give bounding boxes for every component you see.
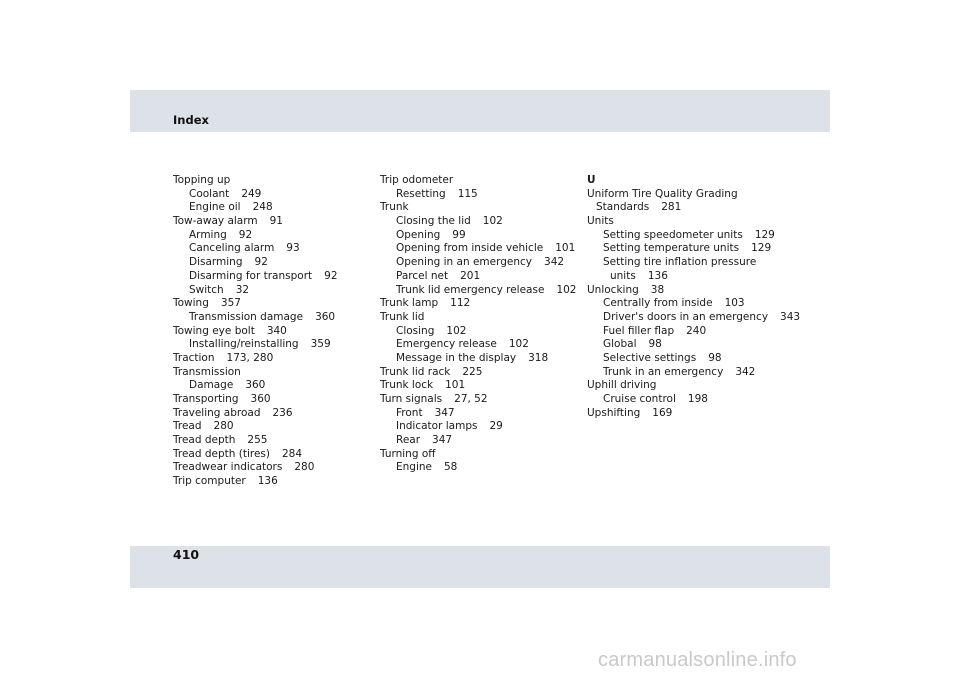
index-entry-term: Global [603,338,637,351]
index-entry [380,366,576,380]
index-entry-term: units [610,269,636,282]
index-entry [587,201,800,215]
index-entry [380,201,576,215]
index-entry [587,393,800,407]
index-entry-term: Traveling abroad [173,406,261,419]
index-entry-page: 225 [462,365,483,378]
index-entry-term: Trip odometer [380,174,454,186]
index-entry-page: 240 [686,324,707,337]
index-entry-page: 280 [213,420,234,433]
index-entry-term: Uphill driving [587,379,657,392]
index-entry-page: 280 [294,461,315,474]
index-entry-page: 342 [735,365,756,378]
index-entry-page: 29 [489,420,503,433]
index-entry-page: 32 [235,283,250,296]
index-entry-term: Disarming for transport [189,269,313,282]
index-entry [380,448,576,462]
index-letter-heading [587,174,800,188]
index-entry-page: 236 [272,406,293,419]
index-entry [587,215,800,229]
index-entry [587,242,800,256]
index-entry-page: 92 [238,228,253,241]
index-entry [380,434,576,448]
index-entry-term: Topping up [173,174,231,186]
index-entry-page: 129 [754,228,775,241]
index-entry-term: Tread depth (tires) [173,447,270,460]
index-entry [173,461,338,475]
index-entry-term: Indicator lamps [396,420,478,433]
index-entry-term: Trunk [380,201,409,214]
index-entry-page: 92 [254,256,268,269]
index-entry-page: 129 [751,242,772,255]
index-entry [587,229,800,243]
index-entry-term: Switch [189,283,224,296]
index-entry-page: 249 [241,187,262,200]
index-entry-page: 115 [457,187,478,200]
index-entry-page: 318 [528,351,549,364]
index-entry-page: 103 [724,297,745,310]
index-entry-term: Arming [189,228,227,241]
index-entry [380,407,576,421]
index-column-1 [173,174,338,489]
index-entry-term: Transporting [173,393,239,405]
index-entry-term: Treadwear indicators [173,461,283,474]
index-column-3 [587,174,800,420]
index-entry [173,201,338,215]
index-entry [380,420,576,434]
index-entry-page: 91 [269,215,283,228]
index-entry-term: Closing the lid [396,215,471,228]
index-entry-term: Coolant [189,187,230,200]
index-entry [173,188,338,202]
index-entry-term: Towing [173,297,209,310]
index-entry-page: 58 [444,461,458,474]
index-entry [587,366,800,380]
index-entry-term: Parcel net [396,269,449,282]
index-entry-term: Transmission [173,365,241,378]
index-entry [173,215,338,229]
index-entry [380,174,576,188]
index-entry [380,242,576,256]
index-entry-term: Opening from inside vehicle [396,242,544,255]
index-entry-page: 201 [460,269,481,282]
watermark: carmanualsonline.info [598,649,797,671]
page-number: 410 [173,547,200,562]
index-entry-page: 102 [556,283,577,296]
index-entry [587,338,800,352]
index-entry-page: 255 [247,434,268,447]
index-entry [380,229,576,243]
index-entry [380,297,576,311]
index-entry [380,461,576,475]
index-entry-page: 101 [445,379,466,392]
header-band [130,90,830,132]
index-entry-term: Front [396,406,423,419]
index-entry-term: Trunk lamp [380,297,439,310]
index-entry-page: 112 [450,297,471,310]
index-entry-page: 281 [661,201,682,214]
index-entry-page: 360 [250,393,271,405]
index-entry-term: Engine oil [189,201,241,214]
index-entry-term: Standards [596,201,650,214]
index-entry-term: Trunk in an emergency [603,365,724,378]
index-entry-term: Upshifting [587,406,641,419]
index-entry-term: Opening [396,228,441,241]
index-entry-page: 284 [282,447,303,460]
index-entry-term: Engine [396,461,432,474]
index-entry-term: Trunk lid rack [380,365,451,378]
index-entry [587,188,800,202]
index-entry [380,393,576,407]
index-entry-page: 347 [434,406,455,419]
index-entry [173,393,338,407]
index-entry [587,407,800,421]
index-entry-page: 102 [446,324,467,337]
index-entry-page: 173, 280 [226,351,274,364]
index-entry-term: Tow-away alarm [173,215,258,228]
index-entry-term: Trunk lid [380,310,425,323]
index-entry-term: Opening in an emergency [396,256,533,269]
index-entry-term: Unlocking [587,283,639,296]
index-entry [173,256,338,270]
index-entry-term: Fuel filler flap [603,324,675,337]
index-entry-term: Setting tire inflation pressure [603,256,757,269]
index-entry [587,311,800,325]
index-entry-term: Driver's doors in an emergency [603,310,769,323]
index-entry-term: Setting speedometer units [603,228,743,241]
index-entry-page: 98 [648,338,662,351]
index-entry [587,297,800,311]
index-entry [173,420,338,434]
index-entry-term: Uniform Tire Quality Grading [587,187,738,200]
index-entry-page: 169 [652,406,673,419]
index-entry [380,215,576,229]
index-entry-page: 342 [544,256,565,269]
index-entry-page: 347 [432,434,453,447]
footer-band [130,546,830,588]
index-entry [380,188,576,202]
index-entry-page: 102 [482,215,503,228]
index-entry [173,229,338,243]
index-entry-term: Damage [189,379,234,392]
index-entry-page: 136 [257,475,278,488]
index-entry-term: Closing [396,324,435,337]
index-entry-term: Trunk lock [380,379,434,392]
index-entry [173,242,338,256]
index-entry [380,338,576,352]
index-entry [173,297,338,311]
index-entry-page: 359 [310,338,331,351]
index-entry [587,256,800,270]
index-entry-page: 92 [324,269,338,282]
index-entry [173,311,338,325]
index-entry-term: Setting temperature units [603,242,740,255]
index-entry [173,352,338,366]
index-entry-page: 343 [780,310,801,323]
index-entry [173,475,338,489]
index-entry-page: 360 [245,379,266,392]
index-column-2 [380,174,576,475]
index-entry [587,379,800,393]
index-entry-term: Disarming [189,256,243,269]
index-entry-term: Units [587,215,614,228]
index-entry [173,379,338,393]
index-entry [173,284,338,298]
index-entry-term: Centrally from inside [603,297,713,310]
index-entry-term: Installing/reinstalling [189,338,299,351]
index-entry-page: 98 [708,351,722,364]
index-entry-term: Turning off [380,447,436,460]
index-entry [587,270,800,284]
index-entry-page: 136 [647,269,668,282]
index-entry-page: 38 [650,283,665,296]
index-entry-term: Cruise control [603,393,676,405]
index-entry [173,325,338,339]
index-entry-term: Trunk lid emergency release [396,283,545,296]
index-entry-page: 248 [252,201,273,214]
index-entry [587,325,800,339]
index-entry-page: 357 [220,297,241,310]
index-entry-term: Transmission damage [189,310,304,323]
index-entry-term: Trip computer [173,475,246,488]
index-entry [173,434,338,448]
index-entry-term: Traction [173,351,215,364]
index-entry [380,256,576,270]
index-entry [173,338,338,352]
index-entry-term: Resetting [396,187,446,200]
index-entry [380,352,576,366]
index-entry-term: Turn signals [380,393,443,405]
index-entry [173,270,338,284]
index-entry-term: Towing eye bolt [173,324,255,337]
index-entry-page: 102 [508,338,529,351]
index-entry-term: Message in the display [396,351,517,364]
index-entry-page: 198 [687,393,708,405]
index-entry-term: Tread depth [173,434,236,447]
index-entry [380,325,576,339]
index-entry-page: 101 [555,242,576,255]
index-entry-page: 27, 52 [454,393,488,405]
index-entry [587,352,800,366]
index-entry [380,270,576,284]
index-entry [380,379,576,393]
index-entry-term: U [587,174,596,186]
index-entry-page: 360 [315,310,336,323]
index-entry-page: 93 [286,242,300,255]
page-title: Index [173,113,209,127]
index-entry [380,311,576,325]
index-entry [587,284,800,298]
index-entry [173,174,338,188]
index-entry-term: Tread [173,420,202,433]
index-entry [173,407,338,421]
index-entry-term: Emergency release [396,338,497,351]
index-entry-term: Selective settings [603,351,697,364]
index-entry [380,284,576,298]
index-entry-page: 340 [266,324,287,337]
index-entry [173,366,338,380]
index-entry-term: Rear [396,434,421,447]
index-entry-page: 99 [452,228,466,241]
index-entry [173,448,338,462]
index-entry-term: Canceling alarm [189,242,275,255]
